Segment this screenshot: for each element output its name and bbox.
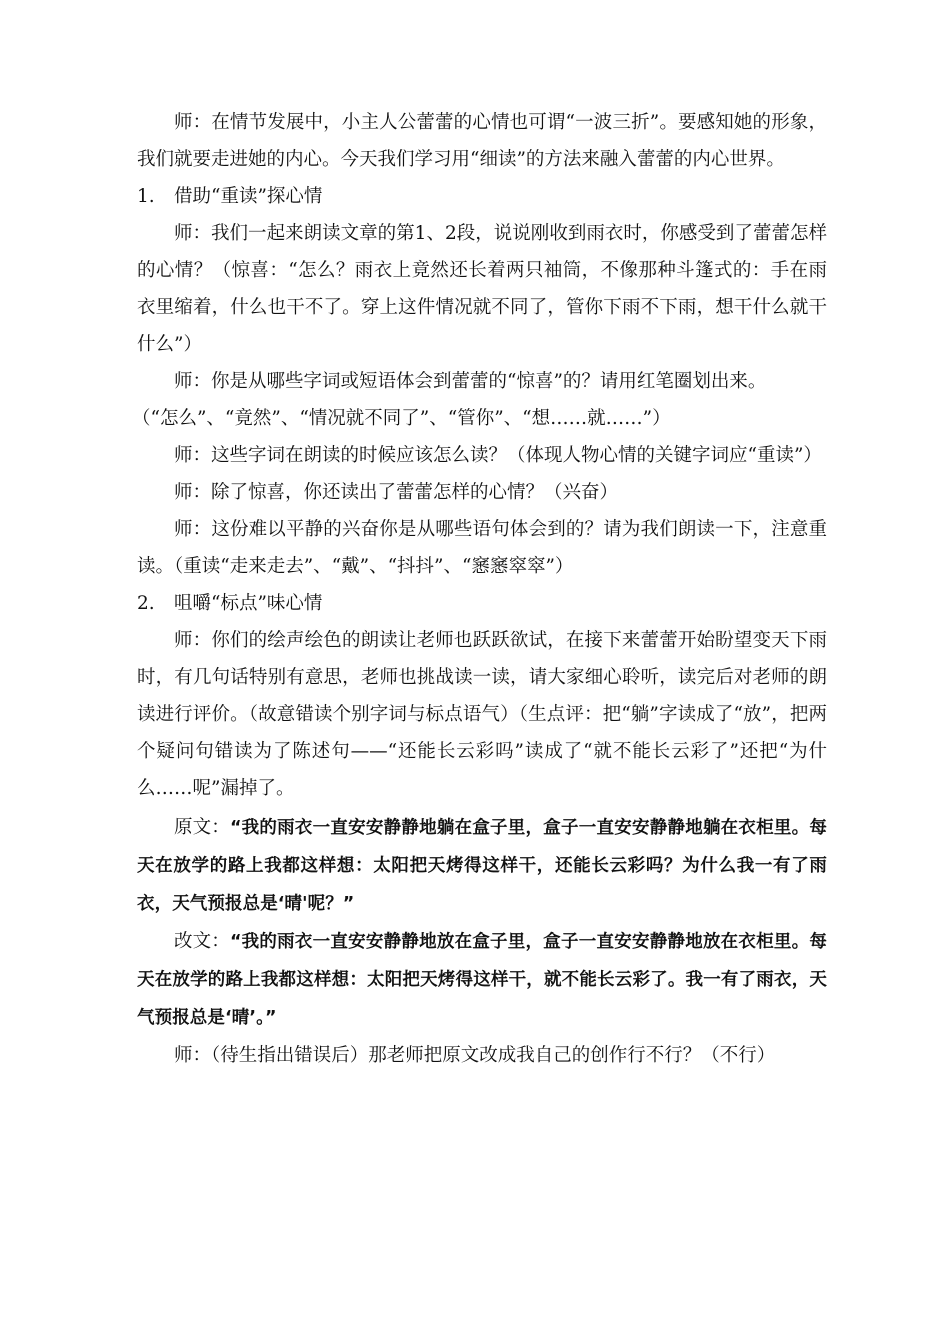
quote-text: “我的雨衣一直安安静静地放在盒子里，盒子一直安安静静地放在衣柜里。每天在放学的路上我都这样想：太阳把天烤得这样干，就不能长云彩了。我一有了雨衣，天气预报总是‘晴’。” (137, 932, 827, 1028)
section-number: 2. (137, 593, 155, 614)
paragraph-question-4: 师：除了惊喜，你还读出了蕾蕾怎样的心情？（兴奋） (174, 482, 619, 503)
quote-label: 原文： (174, 817, 230, 838)
section-heading-1 (137, 178, 827, 215)
section-number: 1. (137, 186, 155, 207)
section-heading-2 (137, 585, 827, 622)
paragraph-question-5: 师：这份难以平静的兴奋你是从哪些语句体会到的？请为我们朗读一下，注意重读。（重读“走来走去”、“戴”、“抖抖”、“窸窸窣窣”） (137, 519, 827, 577)
paragraph-original-text (137, 809, 827, 923)
paragraph-final-question: 师：（待生指出错误后）那老师把原文改成我自己的创作行不行？（不行） (174, 1045, 776, 1066)
section-title: 咀嚼“标点”味心情 (174, 593, 323, 614)
quote-label: 改文： (174, 931, 230, 952)
paragraph-modified-text (137, 923, 827, 1037)
paragraph-question-2: 师：你是从哪些字词或短语体会到蕾蕾的“惊喜”的？请用红笔圈划出来。 (174, 371, 767, 392)
document-body (132, 104, 827, 1074)
paragraph-intro: 师：在情节发展中，小主人公蕾蕾的心情也可谓“一波三折”。要感知她的形象，我们就要走进她的内心。今天我们学习用“细读”的方法来融入蕾蕾的内心世界。 (137, 112, 827, 170)
quote-text: “我的雨衣一直安安静静地躺在盒子里，盒子一直安安静静地躺在衣柜里。每天在放学的路上我都这样想：太阳把天烤得这样干，还能长云彩吗？为什么我一有了雨衣，天气预报总是‘晴'呢？” (137, 818, 827, 914)
paragraph-question-1: 师：我们一起来朗读文章的第1、2段，说说刚收到雨衣时，你感受到了蕾蕾怎样的心情？（惊喜：“怎么？雨衣上竟然还长着两只袖筒，不像那种斗篷式的：手在雨衣里缩着，什么也干不了。穿上这件情况就不同了，管你下雨不下雨，想干什么就干什么”） (137, 223, 827, 355)
section-title: 借助“重读”探心情 (174, 186, 323, 207)
paragraph-answer-words: （“怎么”、“竟然”、“情况就不同了”、“管你”、“想……就……”） (132, 408, 671, 429)
paragraph-question-3: 师：这些字词在朗读的时候应该怎么读？（体现人物心情的关键字词应“重读”） (174, 445, 822, 466)
paragraph-teacher-reading: 师：你们的绘声绘色的朗读让老师也跃跃欲试，在接下来蕾蕾开始盼望变天下雨时，有几句话特别有意思，老师也挑战读一读，请大家细心聆听，读完后对老师的朗读进行评价。（故意错读个别字词与标点语气）（生点评：把“躺”字读成了“放”，把两个疑问句错读为了陈述句——“还能长云彩吗”读成了“就不能长云彩了”还把“为什么……呢”漏掉了。 (137, 630, 827, 799)
